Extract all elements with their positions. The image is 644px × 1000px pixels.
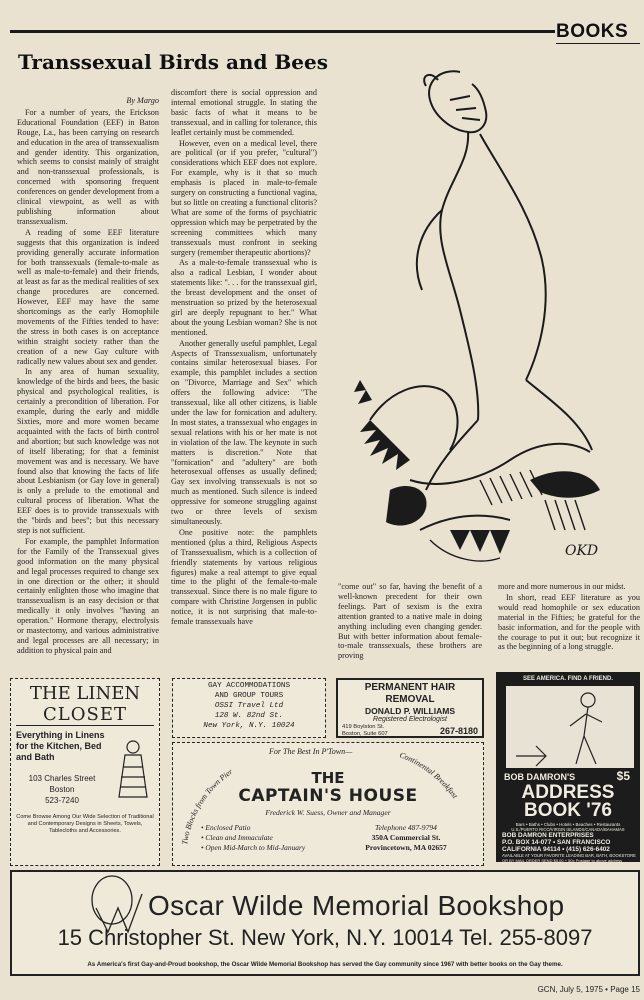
ad-linen-description: Come Browse Among Our Wide Selection of Traditional and Contemporary Designs in Sheets, Towels, Tablecloths and Accessories. (16, 814, 154, 835)
illustration-figure (330, 60, 630, 580)
byline: By Margo (126, 96, 159, 105)
ad-damron-figure-icon (506, 686, 634, 768)
article-column-4 (498, 582, 640, 674)
paragraph: One positive note: the pamphlets mentioned (plus a third, Religious Aspects of Transsexualism, which is a collection of friendly statements by various religious figures) make a real attempt to give equal time to the plight of the female-to-male transsexual. Since there is no male figure to compare with Christine Jorgensen in public notice, it is not surprising that male-to-female transsexuals have (171, 527, 317, 627)
ad-oscar-address: 15 Christopher St. New York, N.Y. 10014 Tel. 255-8097 (57, 925, 593, 950)
paragraph: In short, read EEF literature as you would read homophile or sex education material in the Fifties; be grateful for the basic information, and for the people with the courage to put it out; but recognize it as the beginning of a long struggle. (498, 592, 640, 652)
ad-linen-closet (10, 678, 160, 866)
ad-gay-tours: GAY ACCOMMODATIONS AND GROUP TOURS OSSI Travel Ltd 128 W. 82nd St. New York, N.Y. 10024 (172, 678, 326, 738)
article-column-1 (17, 96, 159, 670)
ad-damron-photo (506, 686, 634, 768)
ad-captains-bullets: • Enclosed Patio • Clean and Immaculate • Open Mid-March to Mid-January (201, 823, 306, 852)
header-thin-rule (556, 43, 640, 44)
paragraph: "come out" so far, having the benefit of a well-known precedent for their own feelings. Part of sexism is the extra attention granted to a native male in doing anything including even changing gender. But with better information about female-to-male transsexuals, these brothers are proving (338, 582, 482, 661)
ad-captains-left-arc: Two Blocks from Town Pier (180, 766, 235, 846)
paragraph: In any area of human sexuality, knowledge of the birds and bees, the basic physical and psychological realities, is certainly a precondition of liberation. For example, during the early and middle Sixties, more and more women became acquainted with the facts of birth control and abortion; but such knowledge was not of itself liberating; for that a feminist movement was and is necessary. We have found also that knowing the facts of life about Lesbianism (or Gay love in general) is only a prelude to the emotional and cultural process of liberation. What the EEF does is to provide transsexuals with the "birds and bees"; but this necessary step is not sufficient. (17, 367, 159, 535)
paragraph: discomfort there is social oppression and internal emotional struggle. In stating the basic facts of what it means to be transsexual, and in calling for tolerance, this leaflet certainly must be commended. (171, 88, 317, 137)
section-label: BOOKS (556, 21, 629, 42)
paragraph: For a number of years, the Erickson Educational Foundation (EEF) in Baton Rouge, La., has been carrying on research and education in the area of transsexualism and gender identity. This organization, which seems to consist mainly of straight and non-transsexual professionals, is concerned with sponsoring frequent conferences on gender development from a clinical viewpoint, as well as with publishing information about transsexualism. (17, 107, 159, 226)
ad-captains-house: For The Best In P'Town— Two Blocks from Town Pier Continental Breakfast THE CAPTAIN'S HOUSE Frederick W. Suess, Owner and Manager • Enclosed Patio • Clean and Immaculate • Open Mid-March to Mid-January Telephone 487-9794 350A Commercial St. Provincetown, MA 02657 (172, 742, 484, 866)
paragraph: As a male-to-female transsexual who is also a radical Lesbian, I wonder about statements like: ". . . for the transsexual girl, the breast development and the onset of menstruation so prized by the heterosexual girl are deeply repugnant to her." What about the young Lesbian woman? She is not mentioned. (171, 258, 317, 337)
article-title: Transsexual Birds and Bees (18, 50, 328, 74)
ad-linen-illustration (111, 737, 155, 801)
ad-oscar-footer: As America's first Gay-and-Proud bookshop, the Oscar Wilde Memorial Bookshop has served the Gay community since 1967 with better books on the Gay theme. (87, 961, 563, 968)
paragraph: Another generally useful pamphlet, Legal Aspects of Transsexualism, unfortunately contains similar heterosexual biases. For example, this pamphlet includes a section on "Divorce, Marriage and Sex" which offers the following advice: "The transsexual, like all other citizens, is liable under the law for fornication and adultery. In most states, a transsexual who engages in sexual relations with his or her mate is not in violation of the law. The keynote in such matters is discretion." Note that "fornication" and "adultery" are both heterosexual offenses as usually defined; Gay sex involving transsexuals is not so much as mentioned. Such silence is indeed oppressive for someone struggling against two or three levels of sexism simultaneously. (171, 338, 317, 526)
page-folio: GCN, July 5, 1975 • Page 15 (537, 985, 640, 994)
ad-linen-name: THE LINEN CLOSET (16, 683, 154, 726)
article-column-3 (338, 582, 482, 674)
ad-oscar-wilde-bookshop (10, 870, 640, 976)
ad-captains-contact: Telephone 487-9794 350A Commercial St. Provincetown, MA 02657 (365, 823, 447, 852)
paragraph: A reading of some EEF literature suggests that this organization is indeed providing generally accurate information for both transsexuals (female-to-male as well as male-to-female) and their friends, at least as far as the medical realities of sex change procedures are concerned. However, EEF may have the same shortcomings as the early Homophile movements of the Fifties tended to have: the stress in both cases is on acceptance within straight society rather than the creation of a new Gay culture with radically new values about sex and gender. (17, 227, 159, 366)
ad-hair-removal: PERMANENT HAIR REMOVAL DONALD P. WILLIAMS Registered Electrologist 419 Boylston St. Boston, Suite 607 267-8180 (336, 678, 484, 738)
paragraph: However, even on a medical level, there are political (or if you prefer, "cultural") considerations which EEF does not explore. For example, why is it that so much emphasis is placed in male-to-female surgery on constructing a functional vagina, but so little on creating a functional clitoris? What are some of the forms of psychiatric oppression which may be perpetrated by the screening committees which many transsexuals must confront in seeking surgery (remember therapeutic abortions)? (171, 138, 317, 257)
ad-hair-address: 419 Boylston St. Boston, Suite 607 (342, 724, 388, 737)
ad-linen-tagline: Everything in Linens for the Kitchen, Bed and Bath (16, 730, 105, 762)
ad-damron-address-book: SEE AMERICA. FIND A FRIEND. BOB DAMRON'S $5 ADDRESS BOOK '76 Bars • Baths • Clubs • Hotels • Beaches • Restaurants U.S./PUERTO RICO/VIRGIN ISLANDS/CANADA/BAHAMAS BOB DAMRON ENTERPRISES P.O. BOX 14-077 • SAN FRANCISCO CALIFORNIA 94114 • (415) 626-6402 AVAILABLE AT YOUR FAVORITE LEADING BAR, BATH, BOOKSTORE OR BY MAIL ORDER SEND $5.00 + 50c Postage to above address (496, 672, 640, 862)
paragraph: For example, the pamphlet Information for the Family of the Transsexual gives good information on the many physical and legal processes required to change sex in one direction or the other; it should certainly enlighten those who imagine that transsexualism is an easy decision or that medically it only involves "having an operation." Hormone therapy, electrolysis or mastectomy, and various administrative and legal processes are all necessary; in addition to physical pain and (17, 536, 159, 655)
ad-linen-address: 103 Charles Street Boston 523-7240 (28, 774, 96, 805)
ad-oscar-name: Oscar Wilde Memorial Bookshop (148, 890, 565, 921)
header-rule (10, 30, 555, 33)
paragraph: more and more numerous in our midst. (498, 582, 626, 591)
artist-signature: OKD (565, 543, 599, 559)
ad-captains-right-arc: Continental Breakfast (398, 750, 460, 801)
article-column-2 (171, 88, 317, 670)
